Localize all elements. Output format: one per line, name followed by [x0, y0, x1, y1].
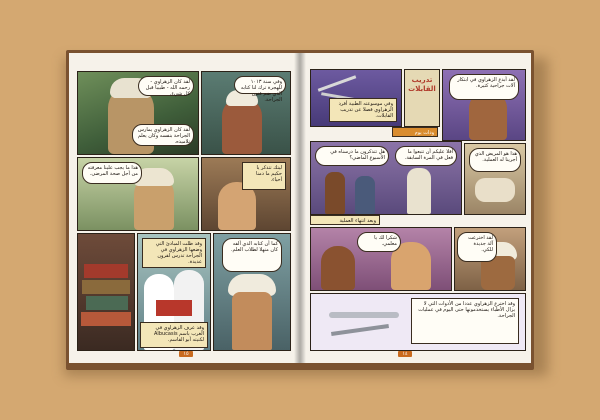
surgery-caption: وبعد انتهاء العملية [310, 215, 380, 225]
page-number: ١٤ [398, 351, 412, 357]
teacher-figure [222, 98, 262, 154]
panel-patient [77, 157, 199, 231]
speech-bubble: لقد كان الزهراوي يمارس الجراحة بنفسه وكان يعلم تلاميذه. [132, 124, 194, 146]
right-page [300, 53, 531, 363]
open-book-icon [156, 300, 192, 316]
man-figure [321, 246, 355, 290]
scissors-icon [331, 324, 389, 336]
panel-inventor [454, 227, 526, 291]
caption-box: وفي موسوعته الطبية أفرد الزهراوي فصلا عن تدريب القابلات. [329, 98, 397, 122]
student-figure [325, 172, 345, 214]
teacher-figure [407, 168, 431, 214]
page-number: ١٥ [179, 351, 193, 357]
speech-bubble: لقد أبدع الزهراوي في ابتكار آلات جراحية كثيرة. [449, 74, 519, 100]
speech-bubble: كما أن كتابه الذي ألفه كان منهلا لطلاب العلم. [222, 238, 282, 272]
speech-bubble: هذا هو المريض الذي أجرينا له العملية. [469, 148, 521, 172]
caption-box: ليتك تتذكر يا حكيم ما دمنا أحياء. [242, 162, 286, 190]
panel-scholar-green [77, 71, 199, 155]
caption-box: وقد عرف الزهراوي في الغرب باسم Albucasis لكنيته أبو القاسم. [140, 322, 208, 348]
book-stack-icon [82, 280, 130, 294]
panel-student [201, 157, 291, 231]
open-book [66, 50, 534, 370]
panel-teacher-students [201, 71, 291, 155]
book-gutter [294, 53, 306, 363]
speech-bubble: هل تتذكرون ما درسناه في الأسبوع الماضي؟ [315, 146, 389, 166]
instrument-icon [318, 75, 357, 91]
speech-bubble: لقد اخترعت آلة جديدة للكي. [457, 232, 497, 262]
panel-books [77, 233, 135, 351]
panel-portrait [213, 233, 291, 351]
speech-bubble: هذا ما يجب علينا معرفته من أجل صحة المرضى. [82, 162, 142, 184]
panel-instrument [310, 293, 526, 351]
caption-box: وقد اخترع الزهراوي عددا من الأدوات التي لا يزال الأطباء يستخدمونها حتى اليوم في عمليات الجراحة. [411, 298, 519, 344]
chapter-title: تدريب القابلات [408, 76, 436, 93]
panel-title [404, 69, 440, 127]
speech-bubble: لقد كان الزهراوي - رحمه الله - طبيبا قبل كل شيء. [138, 76, 194, 96]
book-stack-icon [86, 296, 128, 310]
speech-bubble: شكرا لك يا معلمي. [357, 232, 401, 252]
panel-physician [442, 69, 526, 141]
panel-classroom [310, 141, 462, 215]
caption-box: وقد ظلت المبادئ التي وضعها الزهراوي في الجراحة تدرس لقرون عديدة. [142, 238, 206, 268]
panel-patient-bed [464, 143, 526, 215]
speech-bubble: أفلا عليكم أن تتبعوا ما فعل في المرة السابقة. [395, 146, 457, 166]
book-stack-icon [81, 312, 131, 326]
syringe-icon [329, 312, 399, 318]
patient-figure [475, 178, 515, 202]
panel-tools [310, 69, 402, 127]
speech-bubble: وفي سنة ١٠١٣ للهجرة ترك لنا كتابه الذي ضم فنون الجراحة. [234, 76, 286, 94]
student-figure [355, 176, 375, 214]
left-page [69, 53, 300, 363]
book-stack-icon [84, 264, 128, 278]
panel-gratitude [310, 227, 452, 291]
day-caption: ودات يوم [392, 127, 438, 137]
panel-doctors [137, 233, 211, 351]
scholar-face [232, 292, 272, 350]
